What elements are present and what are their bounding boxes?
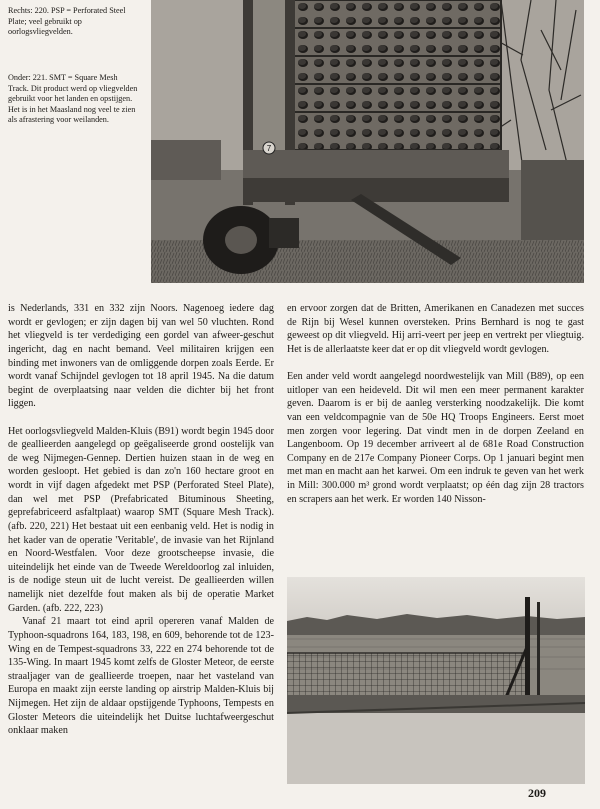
caption-bottom: Onder: 221. SMT = Square Mesh Track. Dit product werd op vliegvelden gebruikt voor het landen en opstijgen. Het is in het Maasland nog veel te zien als afrastering voor weilanden. xyxy=(8,73,138,125)
left-column xyxy=(8,302,274,738)
photo-psp-trailer xyxy=(151,0,584,283)
right-paragraph-2: Een ander veld wordt aangelegd noordwestelijk van Mill (B89), op een uitloper van een heideveld. Dit wil men een meer permanent karakter geven. Daarom is er bij de aanleg versterking noodzakelijk. Die komt van een veldcompagnie van de 50e HQ Troops Engineers. Eerst moet men zorgen voor legering. Dat vindt men in de dorpen Zeeland en Langenboom. Op 19 december arriveert al de 681e Road Construction Company en de 217e Company Pioneer Corps. Op 1 januari begint men met man en macht aan het karwei. Om een indruk te geven van het werk in Mill: 300.000 m³ grond wordt verplaatst; op één dag zijn 28 tractors en scrapers aan het werk. Er worden 140 Nisson- xyxy=(287,371,584,505)
right-column xyxy=(287,302,584,506)
trailer-badge-number: 7 xyxy=(266,144,272,153)
left-paragraph-1: is Nederlands, 331 en 332 zijn Noors. Nagenoeg iedere dag wordt er gevlogen; er zijn dagen bij van wel 50 vluchten. Rond het vliegveld is ter verdediging een gordel van afweer-geschut ingericht, dag en nacht bemand. Veel militairen krijgen een binding met inwoners van de omliggende dorpen zoals Eerde. Er wordt vanaf Schijndel gevlogen tot 18 april 1945. Na die datum begint de overplaatsing naar velden die dichter bij het front liggen. xyxy=(8,303,274,410)
right-paragraph-1: en ervoor zorgen dat de Britten, Amerikanen en Canadezen met succes de Rijn bij Wesel kunnen oversteken. Prins Bernhard is nog te gast geweest op dit vliegveld. Hij arri-veert per jeep en vertrekt per vliegtuig. Het is de allerlaatste keer dat er op dit vliegveld wordt gevlogen. xyxy=(287,303,584,355)
page-number: 209 xyxy=(528,786,546,800)
left-paragraph-2: Het oorlogsvliegveld Malden-Kluis (B91) wordt begin 1945 door de geallieerden aangelegd op geëgaliseerde grond oostelijk van de weg Nijmegen-Gennep. Dertien huizen staan in de weg en worden gesloopt. Het gebied is dan zo'n 160 hectare groot en wordt in vijf dagen afgedekt met PSP (Perforated Steel Plate), dan wel met PSP (Prefabricated Bituminous Sheeting, geprefabriceerd asfaltplaat) waarop SMT (Square Mesh Track). (afb. 220, 221) Het bestaat uit een eenbanig veld. Het is nodig in het kader van de operatie 'Veritable', de invasie van het Rijnland en Noord-Westfalen. Voor deze grootscheepse invasie, die uiteindelijk het einde van de Tweede Wereldoorlog zal inluiden, is de nodige steun uit de lucht vereist. De geallieerden willen namelijk niet dezelfde fout maken als bij de operatie Market Garden. (afb. 222, 223) xyxy=(8,425,274,614)
left-paragraph-3: Vanaf 21 maart tot eind april opereren vanaf Malden de Typhoon-squadrons 164, 183, 198, en 609, behorende tot de 123-Wing en de Tempest-squadrons 33, 222 en 274 behorende tot de 135-Wing. In maart 1945 komt zelfs de Gloster Meteor, de eerste straaljager van de geallieerde troepen, naar het vasteland van Europa en maakt zijn eerste landing op airstrip Malden-Kluis bij Nijmegen. Het zijn de aldaar opstijgende Typhoons, Tempests en Gloster Meteors die uiteindelijk het Duitse luchtafweergeschut onklaar maken xyxy=(8,616,274,737)
photo-smt-fence xyxy=(287,577,585,784)
caption-top: Rechts: 220. PSP = Perforated Steel Plate; veel gebruikt op oorlogsvliegvelden. xyxy=(8,6,126,37)
